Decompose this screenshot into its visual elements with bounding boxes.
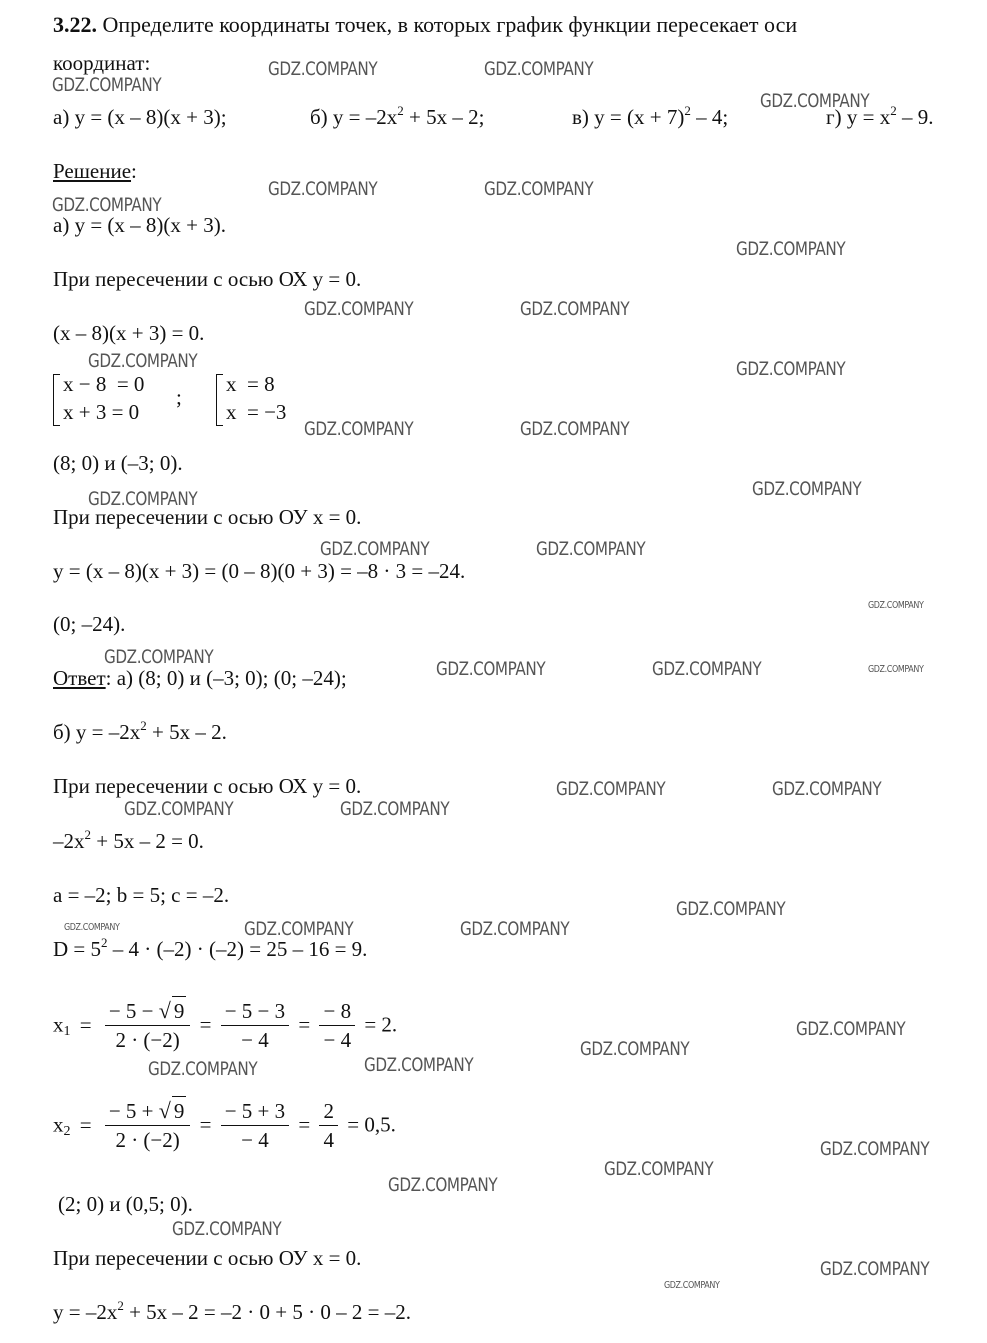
x2-fraction-3: $\frac{2}{4}$ bbox=[319, 1097, 338, 1154]
x2-fraction-2: $\frac{- 5 + 3}{- 4}$ bbox=[221, 1097, 289, 1154]
part-a: а) y = (x – 8)(x + 3); bbox=[53, 105, 227, 129]
watermark: GDZ.COMPANY bbox=[820, 1258, 930, 1280]
watermark: GDZ.COMPANY bbox=[388, 1174, 498, 1196]
system-separator: ; bbox=[176, 385, 182, 409]
problem-number: 3.22. bbox=[53, 12, 97, 37]
watermark: GDZ.COMPANY bbox=[652, 658, 762, 680]
part-b-repeat: б) $y = -2x^2 + 5x - 2$. bbox=[53, 718, 227, 744]
watermark: GDZ.COMPANY bbox=[304, 298, 414, 320]
ox-condition-a: При пересечении с осью ОХ y = 0. bbox=[53, 267, 362, 291]
part-c: в) $y = (x + 7)^2 - 4$; bbox=[572, 103, 729, 129]
watermark: GDZ.COMPANY bbox=[88, 350, 198, 372]
watermark: GDZ.COMPANY bbox=[304, 418, 414, 440]
watermark: GDZ.COMPANY bbox=[820, 1138, 930, 1160]
system-2: x = 8 x = −3 bbox=[226, 370, 286, 426]
oy-condition-b: При пересечении с осью ОУ x = 0. bbox=[53, 1246, 362, 1270]
watermark: GDZ.COMPANY bbox=[364, 1054, 474, 1076]
watermark: GDZ.COMPANY bbox=[244, 918, 354, 940]
watermark: GDZ.COMPANY bbox=[484, 178, 594, 200]
equation-a: (x – 8)(x + 3) = 0. bbox=[53, 321, 205, 345]
watermark: GDZ.COMPANY bbox=[736, 358, 846, 380]
watermark: GDZ.COMPANY bbox=[436, 658, 546, 680]
watermark: GDZ.COMPANY bbox=[52, 74, 162, 96]
watermark: GDZ.COMPANY bbox=[556, 778, 666, 800]
equation-b: $-2x^2 + 5x - 2 = 0$. bbox=[53, 827, 204, 853]
watermark: GDZ.COMPANY bbox=[268, 178, 378, 200]
x1-fraction-2: $\frac{- 5 - 3}{- 4}$ bbox=[221, 997, 289, 1054]
calc-a: y = (x – 8)(x + 3) = (0 – 8)(0 + 3) = –8 · 3 = –24. bbox=[53, 559, 466, 583]
part-b: б) $y = -2x^2 + 5x - 2$; bbox=[310, 103, 485, 129]
watermark: GDZ.COMPANY bbox=[664, 1280, 720, 1291]
watermark: GDZ.COMPANY bbox=[736, 238, 846, 260]
root-x1: $x_1$ = $\frac{- 5 - √ 9}{2 \cdot (-2)}$ = $\frac{- 5 - 3}{- 4}$ = $\frac{- 8}{- 4}$ = 2. bbox=[53, 998, 398, 1052]
point-a-y: (0; –24). bbox=[53, 612, 126, 636]
watermark: GDZ.COMPANY bbox=[520, 418, 630, 440]
watermark: GDZ.COMPANY bbox=[148, 1058, 258, 1080]
watermark: GDZ.COMPANY bbox=[52, 194, 162, 216]
watermark: GDZ.COMPANY bbox=[484, 58, 594, 80]
x1-fraction-3: $\frac{- 8}{- 4}$ bbox=[319, 997, 355, 1054]
x1-fraction-1: $\frac{- 5 - √ 9}{2 \cdot (-2)}$ bbox=[105, 996, 191, 1054]
watermark: GDZ.COMPANY bbox=[172, 1218, 282, 1240]
watermark: GDZ.COMPANY bbox=[536, 538, 646, 560]
root-x2: $x_2$ = $\frac{- 5 + √ 9}{2 \cdot (-2)}$ = $\frac{- 5 + 3}{- 4}$ = $\frac{2}{4}$ = 0,5. bbox=[53, 1098, 396, 1152]
watermark: GDZ.COMPANY bbox=[340, 798, 450, 820]
watermark: GDZ.COMPANY bbox=[460, 918, 570, 940]
watermark: GDZ.COMPANY bbox=[520, 298, 630, 320]
problem-parts bbox=[53, 104, 227, 130]
watermark: GDZ.COMPANY bbox=[868, 664, 924, 675]
watermark: GDZ.COMPANY bbox=[268, 58, 378, 80]
points-a: (8; 0) и (–3; 0). bbox=[53, 451, 183, 475]
watermark: GDZ.COMPANY bbox=[772, 778, 882, 800]
calc-b: $y = -2x^2 + 5x - 2 = -2 \cdot 0 + 5 \cdot 0 - 2 = -2$. bbox=[53, 1298, 411, 1324]
solution-heading: Решение: bbox=[53, 159, 137, 183]
ox-condition-b: При пересечении с осью ОХ y = 0. bbox=[53, 774, 362, 798]
watermark: GDZ.COMPANY bbox=[88, 488, 198, 510]
answer-a: Ответ: а) (8; 0) и (–3; 0); (0; –24); bbox=[53, 666, 347, 690]
watermark: GDZ.COMPANY bbox=[760, 90, 870, 112]
x2-fraction-1: $\frac{- 5 + √ 9}{2 \cdot (-2)}$ bbox=[105, 1096, 191, 1154]
watermark: GDZ.COMPANY bbox=[124, 798, 234, 820]
watermark: GDZ.COMPANY bbox=[796, 1018, 906, 1040]
coefficients: a = –2; b = 5; c = –2. bbox=[53, 883, 230, 907]
part-a-repeat: а) y = (x – 8)(x + 3). bbox=[53, 213, 226, 237]
oy-condition-a: При пересечении с осью ОУ x = 0. bbox=[53, 505, 362, 529]
watermark: GDZ.COMPANY bbox=[868, 600, 924, 611]
watermark: GDZ.COMPANY bbox=[752, 478, 862, 500]
watermark: GDZ.COMPANY bbox=[320, 538, 430, 560]
problem-text: Определите координаты точек, в которых график функции пересекает оси bbox=[102, 12, 798, 37]
discriminant: $D = 5^2 - 4 \cdot (-2) \cdot (-2) = 25 - 16 = 9$. bbox=[53, 935, 368, 961]
part-d: г) $y = x^2 - 9$. bbox=[826, 103, 934, 129]
problem-statement bbox=[53, 12, 797, 38]
watermark: GDZ.COMPANY bbox=[604, 1158, 714, 1180]
watermark: GDZ.COMPANY bbox=[580, 1038, 690, 1060]
watermark: GDZ.COMPANY bbox=[676, 898, 786, 920]
points-b: (2; 0) и (0,5; 0). bbox=[58, 1192, 193, 1216]
watermark: GDZ.COMPANY bbox=[104, 646, 214, 668]
watermark: GDZ.COMPANY bbox=[64, 922, 120, 933]
problem-text-continued: координат: bbox=[53, 51, 151, 75]
system-1: x − 8 = 0 x + 3 = 0 bbox=[63, 370, 144, 426]
